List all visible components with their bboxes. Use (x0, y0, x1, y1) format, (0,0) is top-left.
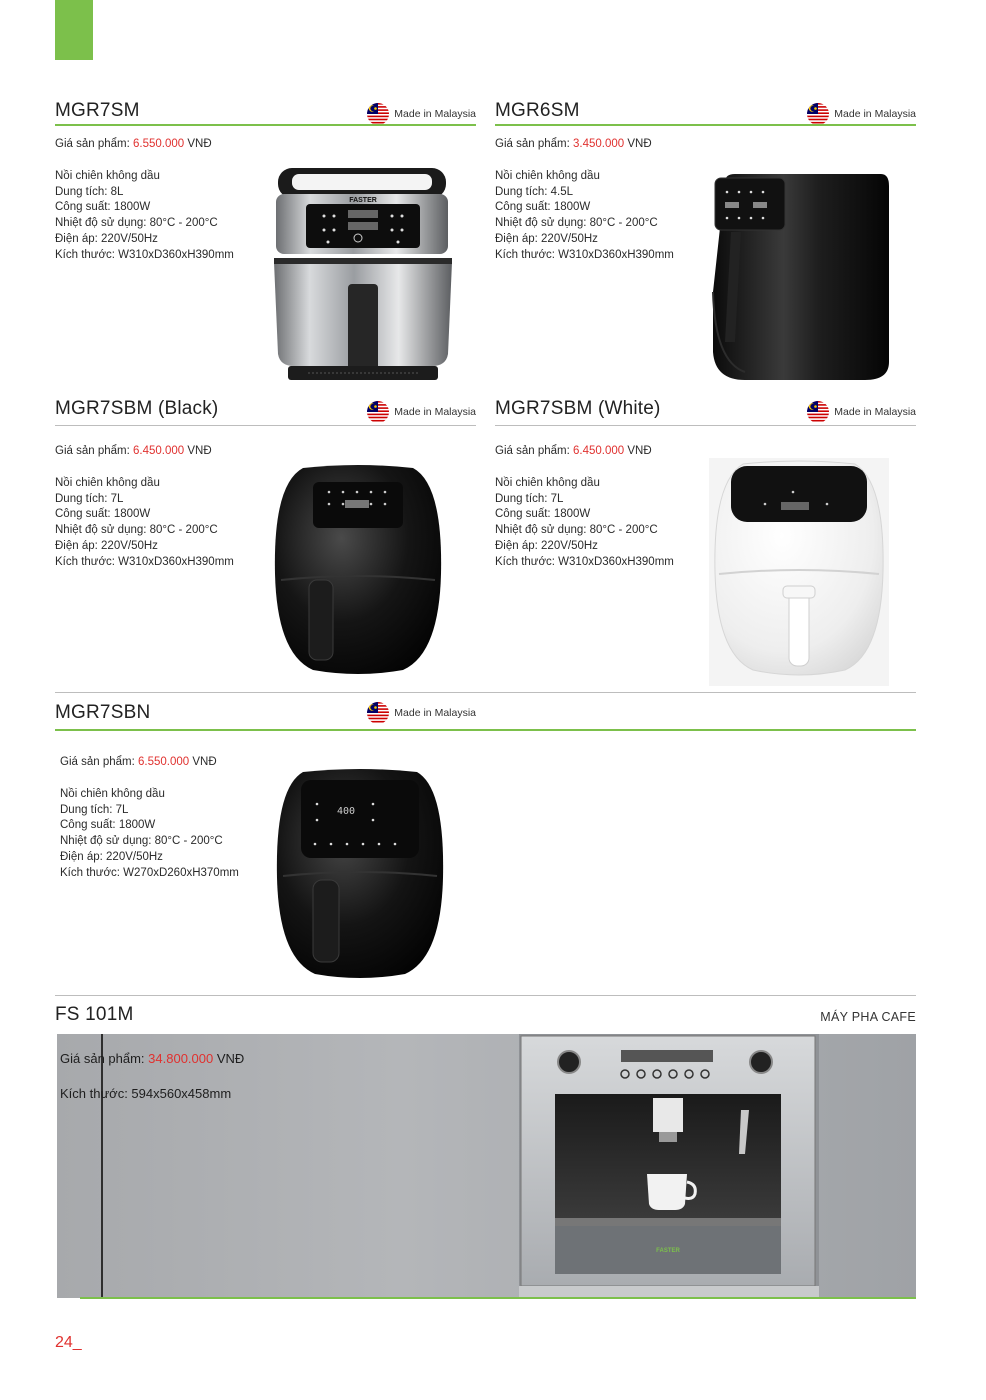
device-brand-label: FASTER (656, 1248, 680, 1254)
spec-item: Công suất: 1800W (55, 201, 151, 214)
spec-item: Dung tích: 7L (60, 803, 129, 816)
origin-label (367, 401, 476, 423)
price-value: 3.450.000 (573, 138, 625, 150)
price-value: 6.550.000 (133, 138, 185, 150)
product-model: MGR7SBM (Black) (55, 398, 219, 419)
price-label: Giá sản phẩm: (495, 445, 570, 457)
spec-item: Nhiệt độ sử dụng: 80°C - 200°C (495, 217, 658, 230)
stainless-air-fryer-icon (268, 166, 458, 386)
spec-item: Dung tích: 8L (55, 185, 124, 198)
spec-item: Công suất: 1800W (495, 201, 591, 214)
price-value: 34.800.000 (148, 1051, 214, 1066)
product-mgr6sm (495, 100, 916, 390)
spec-item: Nồi chiên không dầu (55, 477, 160, 489)
device-display-reading: 400 (337, 806, 356, 817)
coffee-product-panel (57, 1034, 916, 1298)
spec-item: Kích thước: W310xD360xH390mm (55, 555, 234, 568)
spec-item: Công suất: 1800W (495, 508, 591, 521)
title-underline (55, 124, 476, 126)
price-label: Giá sản phẩm: (495, 138, 570, 150)
product-model: MGR7SBM (White) (495, 398, 661, 419)
spec-item: Dung tích: 7L (495, 492, 564, 505)
spec-item: Kích thước: W310xD360xH390mm (495, 555, 674, 568)
spec-item: Nồi chiên không dầu (495, 477, 600, 489)
origin-label (807, 401, 916, 423)
origin-label (367, 702, 476, 724)
product-mgr7sbm-black (55, 398, 476, 688)
spec-item: Điện áp: 220V/50Hz (495, 539, 598, 552)
price-label: Giá sản phẩm: (55, 138, 130, 150)
price-line (55, 138, 212, 150)
spec-item: Điện áp: 220V/50Hz (55, 539, 158, 552)
price-value: 6.550.000 (138, 756, 190, 768)
section-divider (55, 692, 916, 693)
malaysia-flag-icon (367, 702, 389, 724)
title-underline (495, 124, 916, 126)
panel-bottom-rule (80, 1297, 916, 1299)
spec-item: Điện áp: 220V/50Hz (55, 232, 158, 245)
spec-item: Nhiệt độ sử dụng: 80°C - 200°C (60, 835, 223, 848)
price-line (60, 1051, 244, 1066)
spec-item: Nồi chiên không dầu (60, 788, 165, 800)
black-air-fryer-icon (705, 172, 895, 382)
spec-item: Nhiệt độ sử dụng: 80°C - 200°C (55, 217, 218, 230)
black-air-fryer-icon (275, 768, 445, 982)
built-in-coffee-machine-icon (519, 1034, 819, 1298)
spec-item: Điện áp: 220V/50Hz (495, 232, 598, 245)
price-line (60, 756, 217, 768)
price-label: Giá sản phẩm: (55, 445, 130, 457)
price-label: Giá sản phẩm: (60, 1051, 145, 1066)
black-air-fryer-icon (273, 464, 443, 678)
spec-item: Dung tích: 4.5L (495, 185, 573, 198)
origin-label (807, 103, 916, 125)
malaysia-flag-icon (367, 401, 389, 423)
category-label: MÁY PHA CAFE (820, 1010, 916, 1024)
spec-item: Nồi chiên không dầu (495, 170, 600, 182)
spec-item: Nhiệt độ sử dụng: 80°C - 200°C (495, 524, 658, 537)
price-value: 6.450.000 (133, 445, 185, 457)
product-mgr7sbn (55, 692, 916, 992)
origin-text: Made in Malaysia (394, 108, 476, 120)
spec-item: Công suất: 1800W (60, 819, 156, 832)
title-underline (55, 729, 916, 731)
title-underline (55, 425, 476, 426)
product-mgr7sbm-white (495, 398, 916, 688)
product-mgr7sm (55, 100, 476, 390)
page-number: 24_ (55, 1334, 82, 1351)
size-line: Kích thước: 594x560x458mm (60, 1086, 232, 1101)
spec-item: Điện áp: 220V/50Hz (60, 850, 163, 863)
spec-list (495, 476, 674, 570)
price-line (495, 138, 652, 150)
price-currency: VNĐ (187, 445, 212, 457)
price-currency: VNĐ (627, 138, 652, 150)
spec-item: Công suất: 1800W (55, 508, 151, 521)
white-air-fryer-icon (709, 458, 889, 686)
spec-item: Dung tích: 7L (55, 492, 124, 505)
price-label: Giá sản phẩm: (60, 756, 135, 768)
spec-list (495, 169, 674, 263)
origin-text: Made in Malaysia (834, 406, 916, 418)
product-model: MGR7SM (55, 100, 140, 121)
product-model: FS 101M (55, 1004, 134, 1025)
malaysia-flag-icon (807, 401, 829, 423)
spec-list (55, 476, 234, 570)
spec-list (60, 787, 239, 881)
product-model: MGR7SBN (55, 702, 151, 723)
origin-text: Made in Malaysia (834, 108, 916, 120)
spec-item: Nồi chiên không dầu (55, 170, 160, 182)
price-currency: VNĐ (627, 445, 652, 457)
malaysia-flag-icon (807, 103, 829, 125)
spec-item: Kích thước: W270xD260xH370mm (60, 866, 239, 879)
title-underline (495, 425, 916, 426)
spec-item: Kích thước: W310xD360xH390mm (55, 248, 234, 261)
spec-item: Nhiệt độ sử dụng: 80°C - 200°C (55, 524, 218, 537)
origin-label (367, 103, 476, 125)
section-tab-marker (55, 0, 93, 60)
price-currency: VNĐ (187, 138, 212, 150)
product-model: MGR6SM (495, 100, 580, 121)
device-brand-label: FASTER (349, 197, 377, 204)
panel-divider-line (101, 1034, 103, 1298)
price-currency: VNĐ (192, 756, 217, 768)
spec-item: Kích thước: W310xD360xH390mm (495, 248, 674, 261)
price-line (55, 445, 212, 457)
spec-list (55, 169, 234, 263)
section-divider (55, 995, 916, 996)
price-currency: VNĐ (216, 1051, 245, 1066)
price-line (495, 445, 652, 457)
origin-text: Made in Malaysia (394, 406, 476, 418)
malaysia-flag-icon (367, 103, 389, 125)
origin-text: Made in Malaysia (394, 707, 476, 719)
price-value: 6.450.000 (573, 445, 625, 457)
